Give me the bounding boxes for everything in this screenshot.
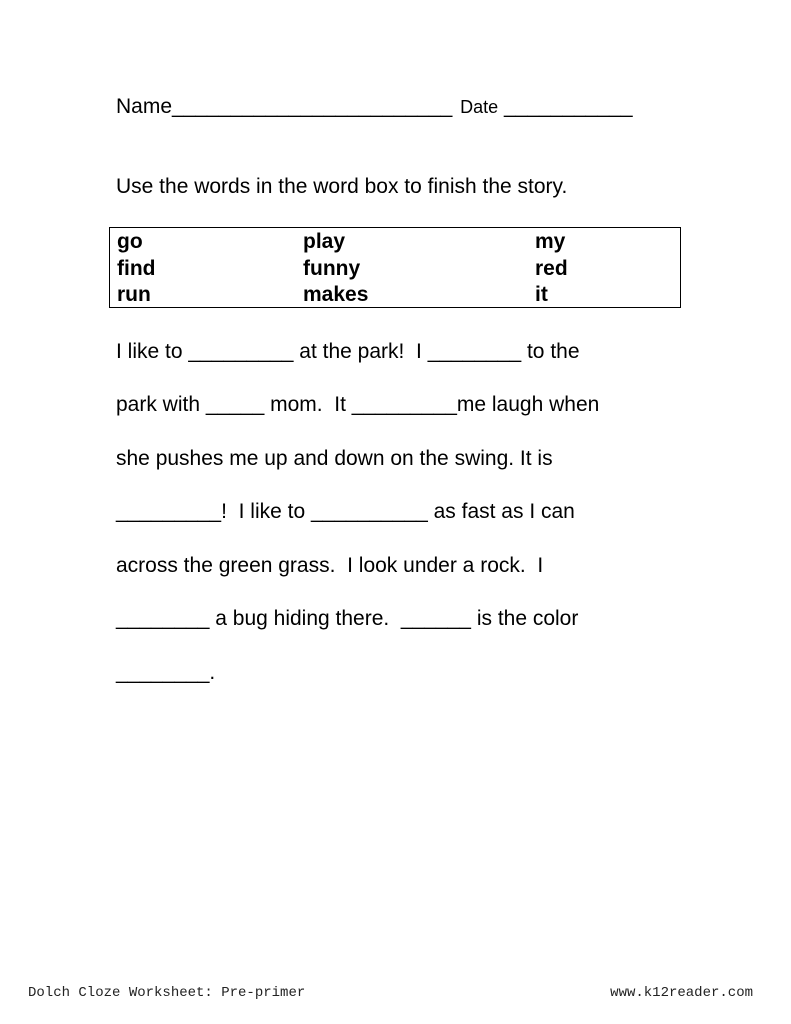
word-box-word: my xyxy=(535,230,566,253)
story-line: she pushes me up and down on the swing. It is xyxy=(116,447,553,470)
footer-website: www.k12reader.com xyxy=(610,985,753,1001)
word-box xyxy=(109,227,681,308)
story-line: across the green grass. I look under a rock. I xyxy=(116,554,544,577)
date-label: Date xyxy=(460,97,499,117)
date-blank: ___________ xyxy=(504,95,633,118)
word-box-word: red xyxy=(535,257,568,280)
word-box-word: it xyxy=(535,283,548,306)
story-line: I like to _________ at the park! I ________ to the xyxy=(116,340,580,363)
story-line: ________ a bug hiding there. ______ is the color xyxy=(116,607,579,630)
instructions: Use the words in the word box to finish the story. xyxy=(116,175,568,198)
word-box-word: play xyxy=(303,230,346,253)
word-box-word: funny xyxy=(303,257,361,280)
story-line: _________! I like to __________ as fast as I can xyxy=(116,500,575,523)
word-box-word: go xyxy=(117,230,143,253)
name-date-line xyxy=(116,92,716,122)
word-box-word: find xyxy=(117,257,156,280)
footer-worksheet-title: Dolch Cloze Worksheet: Pre-primer xyxy=(28,985,306,1001)
story-line: ________. xyxy=(116,661,216,684)
name-label: Name________________________ xyxy=(116,95,453,118)
story-line: park with _____ mom. It _________me laugh when xyxy=(116,393,600,416)
word-box-word: makes xyxy=(303,283,369,306)
word-box-word: run xyxy=(117,283,151,306)
